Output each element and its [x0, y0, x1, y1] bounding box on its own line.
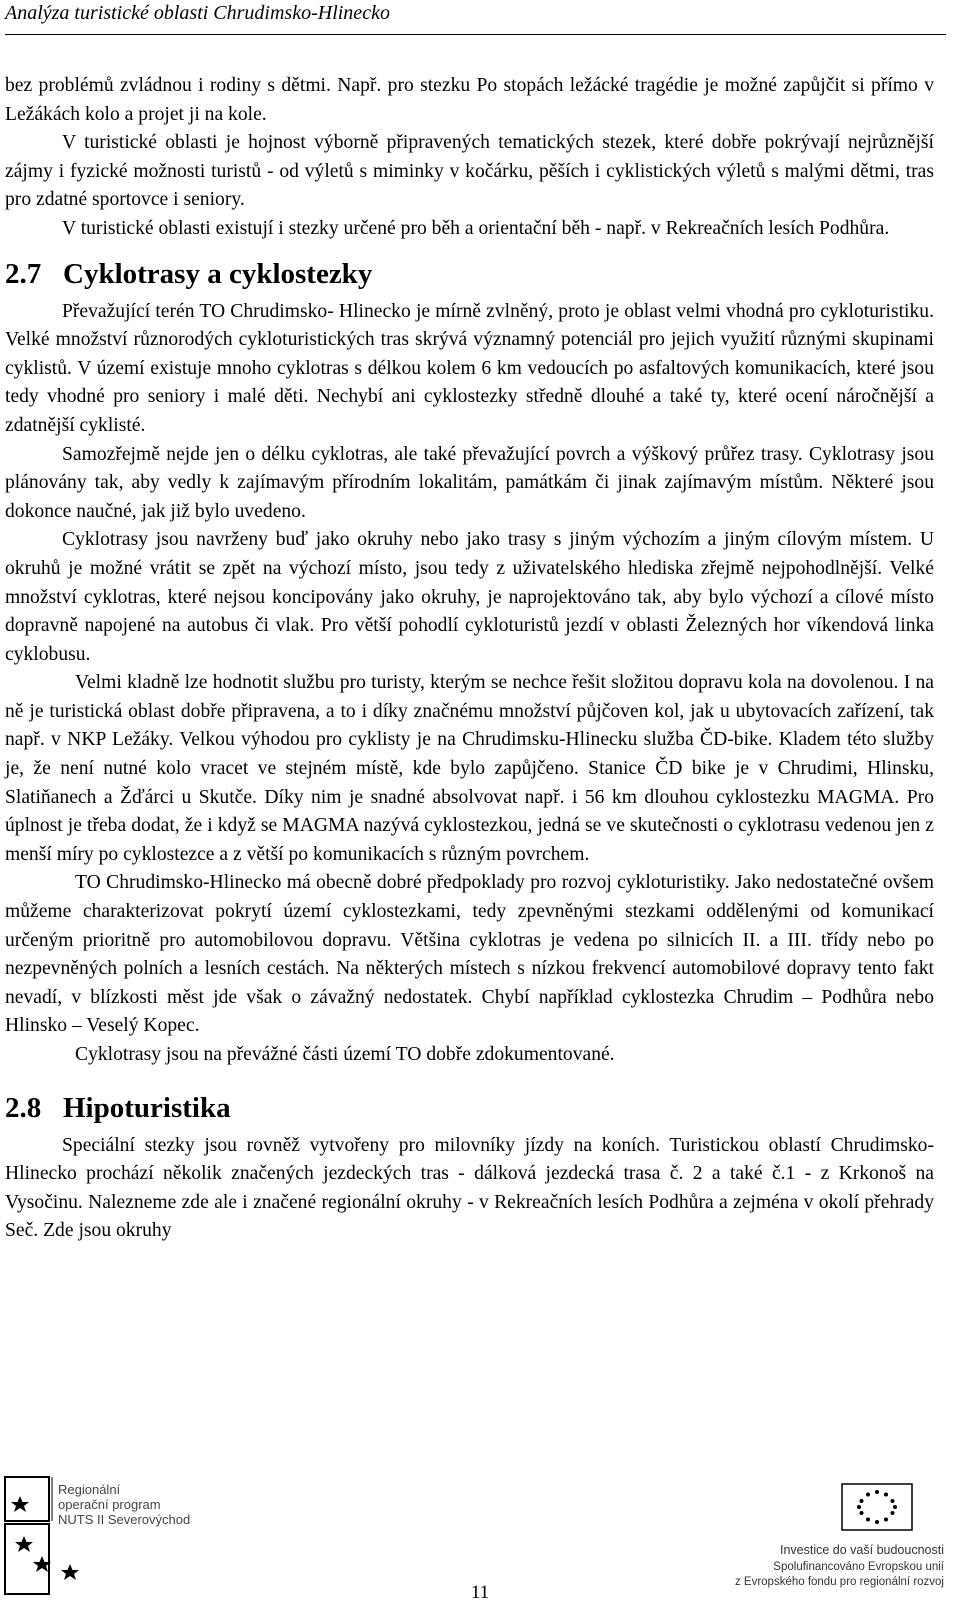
running-header: Analýza turistické oblasti Chrudimsko-Hlinecko: [5, 2, 390, 24]
eu-logo-line: Investice do vaší budoucnosti: [780, 1543, 944, 1557]
star-icon: [15, 1536, 33, 1552]
rop-nuts-logo: [4, 1476, 214, 1596]
eu-logo-line: z Evropského fondu pro regionální rozvoj: [734, 1576, 944, 1588]
paragraph: Převažující terén TO Chrudimsko- Hlinecko je mírně zvlněný, proto je oblast velmi vhodná pro cykloturistiku. Velké množství různorodých cykloturistických tras skrývá významný potenciál pro jejich využití různými skupinami cyklistů. V území existuje mnoho cyklotras s délkou kolem 6 km vedoucích po asfaltových komunikacích, které jsou tedy vhodné pro seniory i malé děti. Nechybí ani cyklostezky středně dlouhé a také ty, které ocení náročnější a zdatnější cyklisté.: [5, 300, 934, 436]
section-title: Cyklotrasy a cyklostezky: [63, 257, 373, 290]
section-heading-hipoturistika: [5, 1088, 934, 1128]
paragraph: bez problémů zvládnou i rodiny s dětmi. Např. pro stezku Po stopách ležácké tragédie je možné zapůjčit si přímo v Ležákách kolo a projet ji na kole.: [5, 75, 934, 125]
paragraph: Samozřejmě nejde jen o délku cyklotras, ale také převažující povrch a výškový průřez trasy. Cyklotrasy jsou plánovány tak, aby vedly k zajímavým přírodním lokalitám, památkám či jinak zajímavým místům. Některé jsou dokonce naučné, jak již bylo uvedeno.: [5, 443, 934, 522]
header-divider: [5, 34, 946, 35]
rop-logo-line: operační program: [58, 1497, 161, 1512]
rop-logo-line: NUTS II Severovýchod: [58, 1512, 191, 1527]
section-title: Hipoturistika: [63, 1091, 231, 1124]
paragraph: Cyklotrasy jsou na převážné části území TO dobře zdokumentované.: [75, 1044, 615, 1065]
rop-logo-line: Regionální: [58, 1482, 121, 1497]
paragraph: Speciální stezky jsou rovněž vytvořeny pro milovníky jízdy na koních. Turistickou oblastí Chrudimsko-Hlinecko prochází několik značených jezdeckých tras - dálková jezdecká trasa č. 2 a také č.1 - z Krkonoš na Vysočinu. Nalezneme zde ale i značené regionální okruhy - v Rekreačních lesích Podhůra a zejména v okolí přehrady Seč. Zde jsou okruhy: [5, 1134, 934, 1242]
paragraph: Velmi kladně lze hodnotit službu pro turisty, kterým se nechce řešit složitou dopravu kola na dovolenou. I na ně je turistická oblast dobře připravena, a to i díky značnému množství půjčoven kol, jak u ubytovacích zařízení, tak např. v NKP Ležáky. Velkou výhodou pro cyklisty je na Chrudimsku-Hlinecku služba ČD-bike. Kladem této služby je, že není nutné kolo vracet ve stejném místě, kde bylo zapůjčeno. Stanice ČD bike je v Chrudimi, Hlinsku, Slatiňanech a Žďárci u Skutče. Díky nim je snadné absolvovat např. i 56 km dlouhou cyklostezku MAGMA. Pro úplnost je třeba dodat, že i když se MAGMA nazývá cyklostezkou, jedná se ve skutečnosti o cyklotrasu vedenou jen z menší míry po cyklostezce a z větší po komunikacích s různým povrchem.: [5, 672, 934, 865]
paragraph: TO Chrudimsko-Hlinecko má obecně dobré předpoklady pro rozvoj cykloturistiky. Jako nedostatečné ovšem můžeme charakterizovat pokrytí území cyklostezkami, tedy zpevněnými stezkami oddělenými od komunikací určeným prioritně pro automobilovou dopravu. Většina cyklotras je vedena po silnicích II. a III. třídy nebo po nezpevněných polních a lesních cestách. Na některých místech s nízkou frekvencí automobilové dopravy tento fakt nevadí, v blízkosti měst jde však o závažný nedostatek. Chybí například cyklostezka Chrudim – Podhůra nebo Hlinsko – Veselý Kopec.: [5, 872, 934, 1037]
eu-logo-line: Spolufinancováno Evropskou unií: [773, 1561, 944, 1573]
star-icon: [11, 1496, 29, 1512]
section-heading-cyklotrasy: [5, 254, 934, 294]
paragraph: V turistické oblasti je hojnost výborně připravených tematických stezek, které dobře pokrývají nejrůznější zájmy i fyzické možnosti turistů - od výletů s miminky v kočárku, pěších i cyklistických výletů s malými dětmi, tras pro zdatné sportovce i seniory.: [5, 132, 934, 211]
paragraph: Cyklotrasy jsou navrženy buď jako okruhy nebo jako trasy s jiným výchozím a jiným cílovým místem. U okruhů je možné vrátit se zpět na výchozí místo, jsou tedy z uživatelského hlediska zřejmě nejpohodlnější. Velké množství cyklotras, které nejsou koncipovány jako okruhy, je naprojektováno tak, aby bylo výchozí a cílové místo dopravně napojené na autobus či vlak. Pro větší pohodlí cykloturistů jezdí v oblasti Železných hor víkendová linka cyklobusu.: [5, 529, 934, 665]
paragraph: V turistické oblasti existují i stezky určené pro běh a orientační běh - např. v Rekreačních lesích Podhůra.: [62, 217, 890, 239]
section-number: 2.8: [5, 1091, 42, 1124]
eu-stars-icon: [857, 1490, 897, 1524]
star-icon: [61, 1564, 79, 1580]
document-body: [5, 72, 934, 1246]
page-number: 11: [470, 1582, 490, 1603]
eu-logo: [696, 1478, 946, 1598]
section-number: 2.7: [5, 257, 42, 290]
